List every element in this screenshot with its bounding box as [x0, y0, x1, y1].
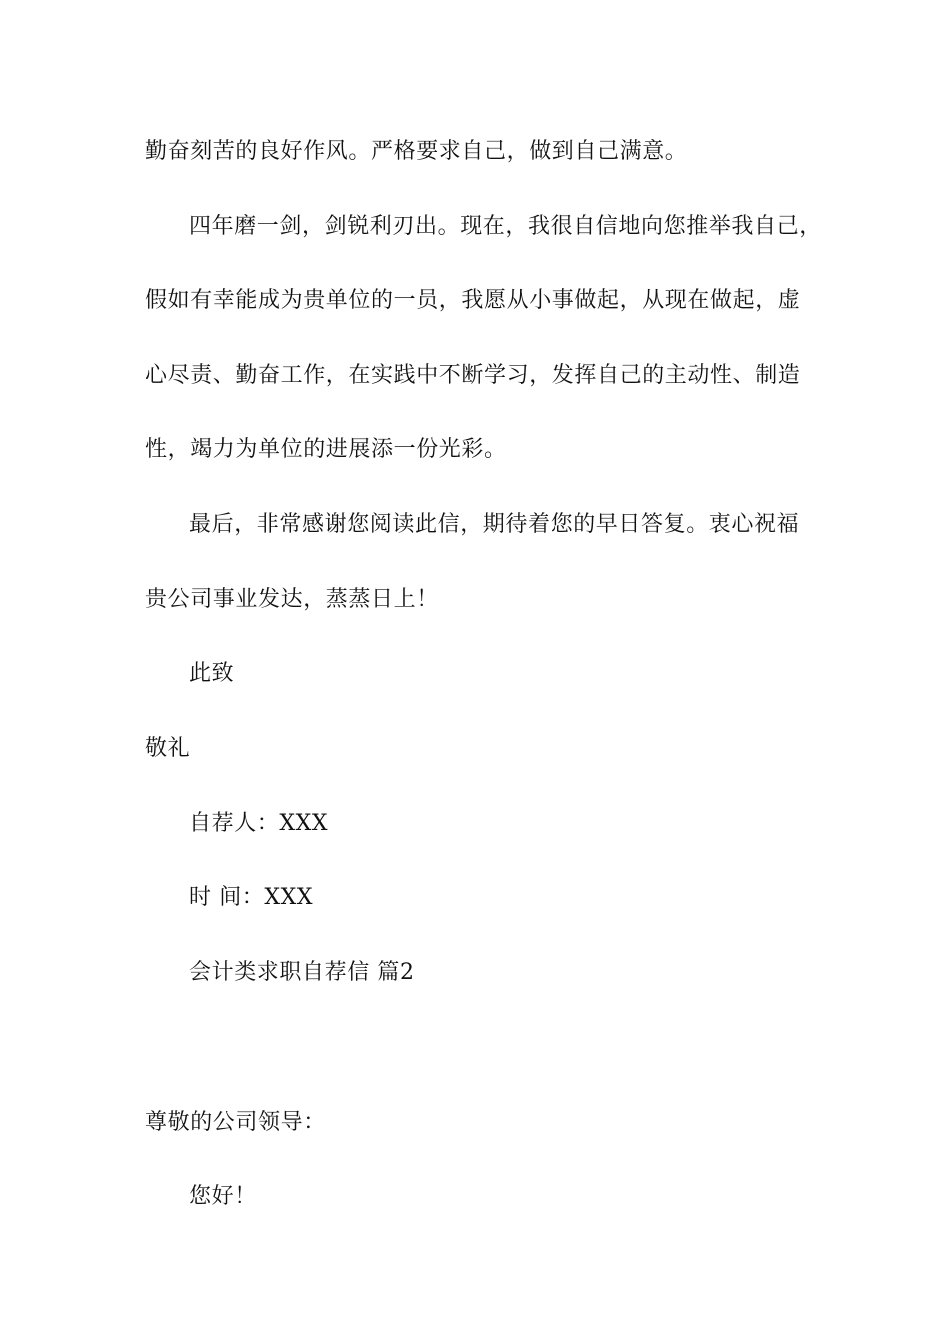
paragraph-line: 心尽责、勤奋工作，在实践中不断学习，发挥自己的主动性、制造: [145, 363, 801, 388]
greeting-line: 尊敬的公司领导：: [145, 1110, 326, 1135]
signature-line: 自荐人：XXX: [189, 811, 329, 836]
paragraph-line: 四年磨一剑，剑锐利刃出。现在，我很自信地向您推举我自己，: [189, 214, 822, 239]
salutation-line: 敬礼: [145, 736, 191, 761]
paragraph-line: 最后，非常感谢您阅读此信，期待着您的早日答复。衷心祝福: [189, 512, 800, 537]
paragraph-line: 贵公司事业发达，蒸蒸日上！: [145, 587, 439, 612]
greeting-line: 您好！: [189, 1184, 257, 1209]
paragraph-line: 勤奋刻苦的良好作风。严格要求自己，做到自己满意。: [145, 139, 688, 164]
paragraph-line: 性，竭力为单位的进展添一份光彩。: [145, 437, 507, 462]
section-title: 会计类求职自荐信 篇2: [189, 960, 415, 985]
paragraph-line: 假如有幸能成为贵单位的一员，我愿从小事做起，从现在做起，虚: [145, 288, 801, 313]
closing-line: 此致: [189, 661, 235, 686]
date-line: 时 间：XXX: [189, 885, 314, 910]
